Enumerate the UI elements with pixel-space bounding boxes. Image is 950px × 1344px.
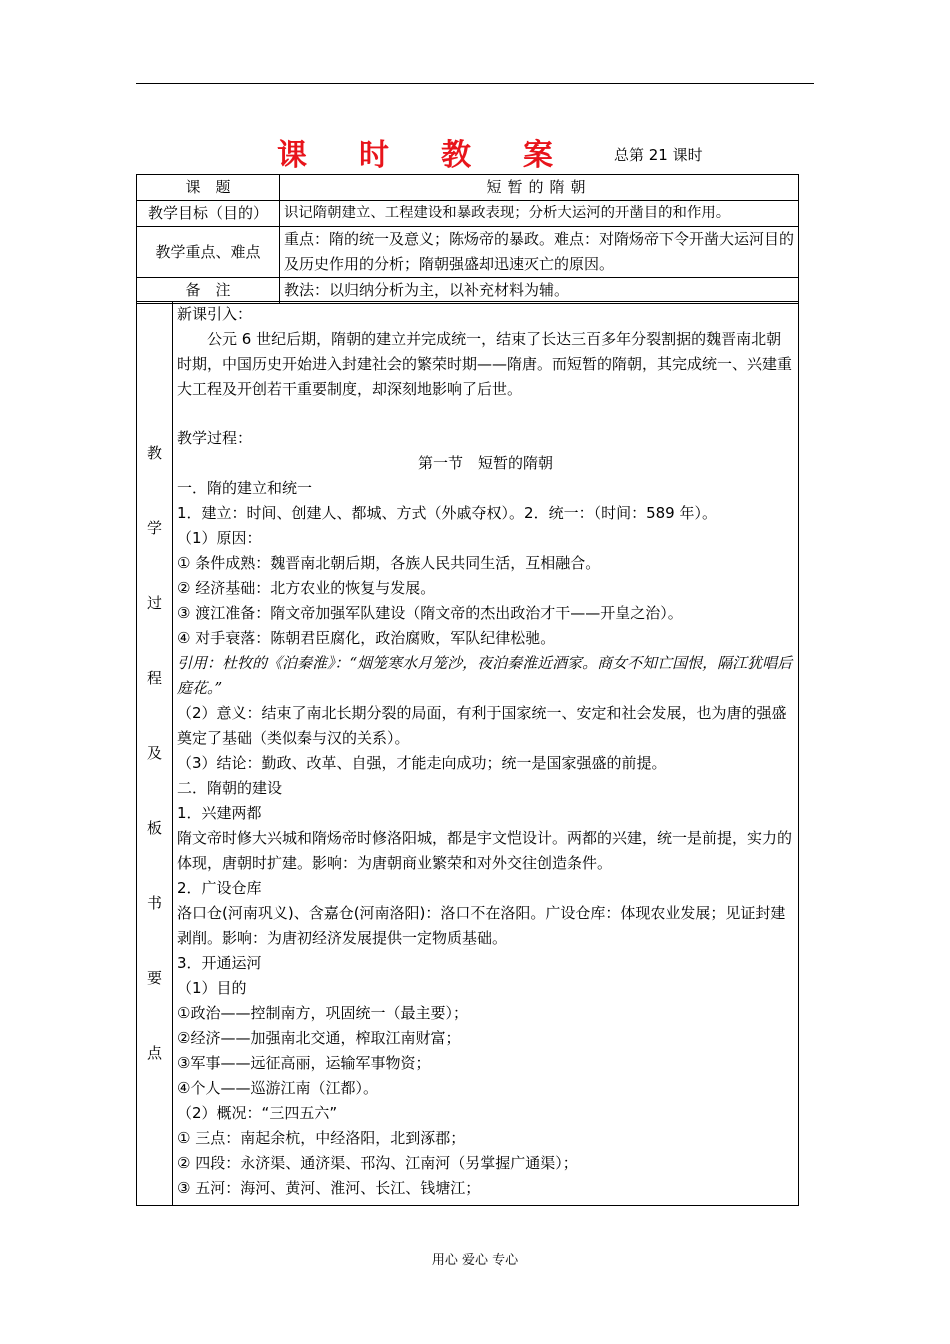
content-line: ④个人——巡游江南（江都）。: [177, 1079, 378, 1097]
content-line: 隋文帝时修大兴城和隋炀帝时修洛阳城，都是宇文恺设计。两都的兴建，统一是前提，实力的体现，唐朝时扩建。影响：为唐朝商业繁荣和对外交往创造条件。: [177, 829, 793, 872]
goal-label: 教学目标（目的）: [137, 201, 280, 227]
content-line: 1．建立：时间、创建人、都城、方式（外戚夺权）。2．统一：（时间：589 年）。: [177, 504, 717, 522]
content-line: ②经济——加强南北交通，榨取江南财富；: [177, 1029, 461, 1047]
side-chars: [141, 416, 168, 1091]
content-line: （3）结论：勤政、改革、自强，才能走向成功；统一是国家强盛的前提。: [177, 754, 667, 772]
header-rule: [136, 83, 814, 84]
content-line: （1）原因：: [177, 529, 262, 547]
lesson-plan-table: [136, 174, 799, 304]
lines-part2: [177, 701, 794, 1201]
footer: 用心 爱心 专心: [431, 1253, 519, 1268]
process-content: [173, 302, 799, 1206]
content-line: ③军事——远征高丽，运输军事物资；: [177, 1054, 431, 1072]
note-value: 教法：以归纳分析为主，以补充材料为辅。: [280, 278, 799, 304]
side-char: 点: [146, 1044, 162, 1062]
note-label: 备 注: [137, 278, 280, 304]
side-char: 及: [146, 744, 162, 762]
content-line: ② 四段：永济渠、通济渠、邗沟、江南河（另掌握广通渠）；: [177, 1154, 578, 1172]
lines-part1: [177, 476, 794, 651]
content-line: （1）目的: [177, 979, 247, 997]
content-line: 1．兴建两都: [177, 804, 262, 822]
goal-row: [137, 201, 799, 227]
side-char: 要: [146, 969, 162, 987]
content-line: ① 条件成熟：魏晋南北朝后期，各族人民共同生活，互相融合。: [177, 554, 601, 572]
quote-text: 引用：杜牧的《泊秦淮》：“烟笼寒水月笼沙，夜泊秦淮近酒家。商女不知亡国恨，隔江犹唱后庭花。”: [177, 654, 793, 697]
goal-value: 识记隋朝建立、工程建设和暴政表现；分析大运河的开凿目的和作用。: [280, 201, 799, 227]
side-char: 程: [146, 669, 162, 687]
side-char: 过: [146, 594, 162, 612]
intro-title: 新课引入：: [177, 305, 253, 323]
content-line: ① 三点：南起余杭，中经洛阳，北到涿郡；: [177, 1129, 466, 1147]
topic-row: [137, 175, 799, 201]
page-title: 课时教案: [277, 138, 605, 173]
key-row: [137, 227, 799, 278]
title-row: [136, 128, 814, 173]
process-title: 教学过程：: [177, 429, 253, 447]
topic-label: 课 题: [137, 175, 280, 201]
process-table: [136, 301, 799, 1206]
side-char: 学: [146, 519, 162, 537]
content-line: （2）意义：结束了南北长期分裂的局面，有利于国家统一、安定和社会发展，也为唐的强盛奠定了基础（类似秦与汉的关系）。: [177, 704, 787, 747]
content-line: 2．广设仓库: [177, 879, 262, 897]
process-row: [137, 302, 799, 1206]
section-title: 第一节 短暂的隋朝: [417, 454, 553, 472]
content-line: 二．隋朝的建设: [177, 779, 283, 797]
topic-value: 短暂的隋朝: [280, 175, 799, 201]
content-line: 3．开通运河: [177, 954, 262, 972]
content-line: ④ 对手衰落：陈朝君臣腐化，政治腐败，军队纪律松驰。: [177, 629, 556, 647]
side-char: 教: [146, 444, 162, 462]
note-row: [137, 278, 799, 304]
content-line: 洛口仓(河南巩义)、含嘉仓(河南洛阳)：洛口不在洛阳。广设仓库：体现农业发展；见证封建剥削。影响：为唐初经济发展提供一定物质基础。: [177, 904, 786, 947]
content-line: 一．隋的建立和统一: [177, 479, 313, 497]
content-line: ③ 五河：海河、黄河、淮河、长江、钱塘江；: [177, 1179, 481, 1197]
content-line: ② 经济基础：北方农业的恢复与发展。: [177, 579, 436, 597]
content-line: （2）概况：“三四五六”: [177, 1104, 338, 1122]
content-line: ①政治——控制南方，巩固统一（最主要）；: [177, 1004, 468, 1022]
lesson-count: 总第 21 课时: [614, 146, 703, 164]
intro-text: 公元 6 世纪后期，隋朝的建立并完成统一，结束了长达三百多年分裂割据的魏晋南北朝时期，中国历史开始进入封建社会的繁荣时期——隋唐。而短暂的隋朝，其完成统一、兴建重大工程及开创若干重要制度，却深刻地影响了后世。: [177, 330, 793, 398]
key-value: 重点：隋的统一及意义；陈炀帝的暴政。难点：对隋炀帝下令开凿大运河目的及历史作用的分析；隋朝强盛却迅速灭亡的原因。: [280, 227, 799, 278]
side-char: 板: [146, 819, 162, 837]
content-line: ③ 渡江准备：隋文帝加强军队建设（隋文帝的杰出政治才干——开皇之治）。: [177, 604, 683, 622]
key-label: 教学重点、难点: [137, 227, 280, 278]
process-side-label: [137, 302, 173, 1206]
side-char: 书: [146, 894, 162, 912]
